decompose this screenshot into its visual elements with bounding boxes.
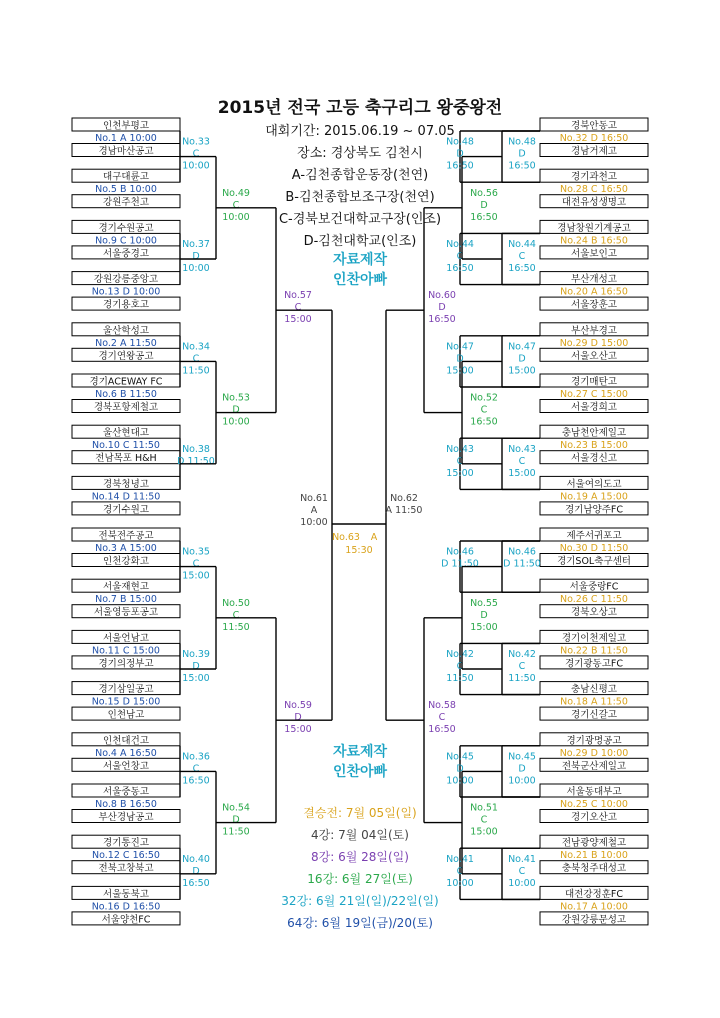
match-number: No.33: [182, 136, 210, 148]
match-number: No.38: [182, 443, 210, 455]
match-number: No.42: [508, 649, 536, 660]
match-time: 16:50: [182, 775, 210, 787]
team-box-label: 서울재현고: [103, 581, 149, 593]
match-info: No.29 D 15:00: [559, 337, 629, 349]
match-time: 16:50: [446, 160, 474, 172]
match-info: No.10 C 11:50: [92, 440, 160, 452]
maker-line1: 자료제작: [332, 252, 388, 268]
match-time: 10:00: [446, 775, 474, 787]
match-time: 11:50: [182, 365, 210, 377]
team-box-label: 경남창원기계공고: [557, 222, 631, 234]
match-time: 16:50: [182, 877, 210, 889]
match-venue: D: [456, 763, 464, 775]
team-box-label: 전남목포 H&H: [95, 453, 157, 465]
match-venue: D: [232, 814, 240, 826]
match-number: No.41: [508, 853, 536, 865]
match-venue: C: [456, 661, 464, 672]
match-venue: D: [192, 865, 200, 877]
match-time: 16:50: [446, 263, 474, 274]
match-time: 10:00: [222, 416, 250, 428]
period-text: 대회기간: 2015.06.19 ~ 07.05: [265, 124, 455, 139]
match-venue: D 11:50: [503, 558, 541, 570]
match-number: No.50: [222, 597, 250, 609]
team-box-label: 인천남고: [107, 709, 145, 721]
match-number: No.41: [446, 853, 474, 865]
team-box-label: 서울언남고: [103, 632, 149, 644]
match-time: 15:00: [508, 365, 536, 377]
match-number: No.47: [446, 341, 474, 353]
place-text: 장소: 경상북도 김천시: [297, 146, 423, 161]
venue-d-text: D-김천대학교(인조): [303, 234, 417, 249]
team-box-label: 경기이천제일고: [561, 632, 627, 644]
team-box-label: 충남천안제일고: [561, 427, 627, 439]
match-time: 16:50: [470, 211, 498, 223]
schedule-r32: 32강: 6월 21일(일)/22일(일): [281, 894, 439, 908]
team-box-label: 경북포항제철고: [93, 402, 159, 413]
match-info: No.29 D 10:00: [559, 747, 629, 759]
team-box-label: 제주서귀포고: [566, 530, 622, 542]
team-box-label: 경기남양주FC: [565, 504, 623, 516]
match-number: No.43: [508, 443, 536, 455]
final-venue: A: [370, 532, 378, 543]
match-venue: D: [518, 148, 526, 160]
match-venue: D: [232, 404, 240, 416]
match-info: No.12 C 16:50: [92, 850, 160, 862]
match-number: No.53: [222, 392, 250, 404]
team-box-label: 서울양천FC: [101, 914, 151, 926]
team-box-label: 경기수원공고: [98, 222, 154, 234]
team-box-label: 대전강정훈FC: [565, 888, 623, 900]
match-number: No.48: [508, 136, 536, 148]
match-info: No.26 C 11:50: [560, 594, 628, 606]
match-number: No.44: [446, 239, 474, 250]
match-time: 15:00: [284, 314, 312, 326]
match-number: No.57: [284, 290, 312, 302]
match-time: 15:00: [284, 724, 312, 736]
match-number: No.56: [470, 187, 498, 199]
match-time: 15:00: [182, 570, 210, 582]
team-box-label: 경기통진고: [103, 837, 149, 849]
match-venue: C: [518, 455, 526, 467]
match-number: No.35: [182, 546, 210, 558]
match-number: No.43: [446, 443, 474, 455]
team-box-label: 경기연왕공고: [98, 350, 154, 362]
match-info: No.3 A 15:00: [95, 543, 157, 554]
match-info: No.2 A 11:50: [95, 337, 157, 349]
match-number: No.47: [508, 341, 536, 353]
schedule-r64: 64강: 6월 19일(금)/20(토): [287, 916, 433, 930]
match-number: No.42: [446, 649, 474, 660]
match-time: 10:00: [182, 160, 210, 172]
match-info: No.18 A 11:50: [560, 696, 628, 708]
match-info: No.27 C 15:00: [560, 389, 628, 400]
match-info: No.6 B 11:50: [95, 389, 157, 400]
match-info: No.28 C 16:50: [560, 184, 628, 196]
match-venue: D: [192, 251, 200, 262]
match-venue: C: [456, 455, 464, 467]
team-box-label: 인천부평고: [103, 120, 149, 132]
match-time: 15:00: [182, 673, 210, 684]
match-time: 11:50: [222, 826, 250, 838]
schedule-r16: 16강: 6월 27일(토): [307, 872, 413, 886]
team-box-label: 강원주천고: [103, 197, 149, 209]
match-venue: C: [232, 199, 240, 211]
match-venue: C: [192, 558, 200, 570]
schedule-semi: 4강: 7월 04일(토): [311, 828, 409, 842]
team-box-label: 경기광동고FC: [565, 658, 623, 670]
semi-left-venue: A: [310, 505, 318, 517]
team-box-label: 전남광양제철고: [561, 837, 627, 849]
match-time: 11:50: [446, 673, 474, 684]
match-venue: D: [192, 661, 200, 672]
page-title: 2015년 전국 고등 축구리그 왕중왕전: [217, 98, 503, 118]
match-venue: C: [518, 865, 526, 877]
match-number: No.44: [508, 239, 536, 250]
team-box-label: 충북청주대성고: [561, 863, 627, 875]
match-number: No.40: [182, 853, 210, 865]
team-box-label: 서울경신고: [571, 453, 617, 465]
match-venue: C: [518, 251, 526, 262]
match-number: No.51: [470, 802, 498, 814]
match-venue: C: [232, 609, 240, 621]
match-time: 10:00: [446, 877, 474, 889]
team-box-label: 인천강화고: [103, 556, 149, 567]
match-time: 16:50: [470, 416, 498, 428]
match-info: No.24 B 16:50: [560, 235, 628, 247]
team-box-label: 경기과천고: [571, 171, 617, 183]
team-box-label: 전북고창북고: [98, 863, 154, 875]
team-box-label: 서울언창고: [103, 760, 149, 772]
team-box-label: 서울장훈고: [571, 299, 617, 311]
match-info: No.21 B 10:00: [560, 850, 628, 862]
match-venue: D: [294, 712, 302, 724]
match-time: 15:00: [470, 826, 498, 838]
match-venue: C: [456, 865, 464, 877]
maker-line2: 인찬아빠: [332, 764, 388, 780]
team-box-label: 충남신평고: [571, 684, 617, 696]
team-box-label: 울산학성고: [103, 325, 149, 337]
match-venue: D: [456, 353, 464, 365]
team-box-label: 부산부경고: [571, 325, 617, 337]
match-number: No.59: [284, 700, 312, 712]
match-info: No.15 D 15:00: [91, 696, 161, 708]
match-info: No.25 C 10:00: [560, 799, 628, 810]
team-box-label: 경기광명공고: [566, 735, 622, 747]
semi-right-number: No.62: [390, 493, 418, 505]
match-venue: D: [518, 763, 526, 775]
maker-line1: 자료제작: [332, 744, 388, 760]
team-box-label: 강원강릉중앙고: [93, 274, 159, 286]
match-info: No.14 D 11:50: [91, 491, 161, 503]
team-box-label: 경기ACEWAY FC: [89, 376, 163, 388]
match-number: No.54: [222, 802, 250, 814]
venue-b-text: B-김천종합보조구장(천연): [285, 190, 435, 205]
team-box-label: 서울중동고: [103, 786, 149, 798]
team-box-label: 인천대건고: [103, 735, 149, 747]
match-venue: D 11:50: [177, 455, 215, 467]
match-venue: C: [438, 712, 446, 724]
team-box-label: 서울동북고: [103, 888, 149, 900]
match-venue: C: [192, 148, 200, 160]
venue-c-text: C-경북보건대학교구장(인조): [278, 212, 442, 227]
schedule-quarter: 8강: 6월 28일(일): [311, 850, 409, 864]
match-info: No.11 C 15:00: [92, 645, 160, 657]
team-box-label: 부산경남공고: [98, 812, 154, 823]
match-venue: C: [518, 661, 526, 672]
team-box-label: 경북청녕고: [103, 478, 149, 490]
team-box-label: 서울오산고: [571, 350, 617, 362]
match-venue: D 11:50: [441, 558, 479, 570]
match-time: 10:00: [508, 775, 536, 787]
match-venue: C: [480, 404, 488, 416]
match-time: 10:00: [508, 877, 536, 889]
match-info: No.9 C 10:00: [95, 235, 157, 247]
team-box-label: 부산개성고: [571, 274, 617, 286]
match-info: No.13 D 10:00: [91, 286, 161, 298]
match-info: No.22 B 11:50: [560, 645, 628, 657]
match-number: No.46: [508, 546, 536, 558]
match-time: 10:00: [182, 263, 210, 274]
match-venue: C: [192, 353, 200, 365]
match-number: No.46: [446, 546, 474, 558]
match-info: No.30 D 11:50: [559, 543, 629, 554]
match-time: 15:00: [508, 467, 536, 479]
match-number: No.34: [182, 341, 210, 353]
semi-left-time: 10:00: [300, 517, 328, 529]
team-box-label: 서울중경고: [103, 248, 149, 260]
team-box-label: 경기매탄고: [571, 376, 617, 388]
team-box-label: 경기SOL축구센터: [557, 556, 631, 567]
team-box-label: 경북오상고: [571, 607, 617, 619]
match-venue: D: [518, 353, 526, 365]
match-number: No.58: [428, 700, 456, 712]
match-number: No.36: [182, 751, 210, 763]
match-venue: D: [480, 199, 488, 211]
final-time: 15:30: [345, 545, 373, 556]
match-venue: D: [456, 148, 464, 160]
maker-line2: 인찬아빠: [332, 272, 388, 288]
match-time: 16:50: [428, 724, 456, 736]
match-number: No.60: [428, 290, 456, 302]
venue-a-text: A-김천종합운동장(천연): [291, 168, 429, 183]
match-number: No.45: [508, 751, 536, 763]
team-box-label: 서울경희고: [571, 402, 617, 413]
match-number: No.49: [222, 187, 250, 199]
team-box-label: 경북안동고: [571, 120, 617, 132]
team-box-label: 경남거제고: [571, 146, 617, 157]
match-info: No.20 A 16:50: [560, 286, 628, 298]
match-info: No.1 A 10:00: [95, 133, 157, 144]
match-info: No.4 A 16:50: [95, 747, 157, 759]
team-box-label: 대전유성생명고: [561, 197, 627, 209]
match-number: No.37: [182, 239, 210, 250]
match-time: 16:50: [508, 263, 536, 274]
semi-left-number: No.61: [300, 493, 328, 505]
team-box-label: 대구대륜고: [103, 171, 149, 183]
match-venue: D: [480, 609, 488, 621]
team-box-label: 전북군산제일고: [561, 760, 627, 772]
match-info: No.19 A 15:00: [560, 491, 628, 503]
team-box-label: 경기수원고: [103, 504, 149, 516]
match-info: No.5 B 10:00: [95, 184, 157, 196]
match-number: No.48: [446, 136, 474, 148]
team-box-label: 전북전주공고: [98, 530, 154, 542]
match-info: No.23 B 15:00: [560, 440, 628, 452]
team-box-label: 서울영등포공고: [93, 607, 159, 619]
schedule-final: 결승전: 7월 05일(일): [303, 806, 417, 820]
match-number: No.45: [446, 751, 474, 763]
match-info: No.17 A 10:00: [560, 901, 628, 913]
semi-right-venue: A 11:50: [385, 505, 423, 517]
match-venue: D: [438, 302, 446, 314]
match-info: No.16 D 16:50: [91, 901, 161, 913]
match-time: 16:50: [508, 160, 536, 172]
final-number: No.63: [332, 532, 360, 543]
team-box-label: 강원강릉문성고: [561, 914, 627, 926]
team-box-label: 경기신갈고: [571, 709, 617, 721]
team-box-label: 경기의정부고: [98, 658, 154, 670]
match-time: 15:00: [470, 621, 498, 633]
match-venue: C: [192, 763, 200, 775]
team-box-label: 서울여의도고: [566, 478, 622, 490]
match-venue: C: [456, 251, 464, 262]
team-box-label: 울산현대고: [103, 427, 149, 439]
match-time: 11:50: [222, 621, 250, 633]
match-info: No.32 D 16:50: [559, 133, 629, 144]
match-time: 15:00: [446, 467, 474, 479]
match-number: No.39: [182, 649, 210, 660]
match-number: No.55: [470, 597, 498, 609]
match-time: 11:50: [508, 673, 536, 684]
team-box-label: 서울보인고: [571, 248, 617, 260]
team-box-label: 서울동대부고: [566, 786, 622, 798]
match-info: No.8 B 16:50: [95, 799, 157, 810]
match-number: No.52: [470, 392, 498, 404]
match-venue: C: [294, 302, 302, 314]
team-box-label: 경기삼일공고: [98, 684, 154, 696]
team-box-label: 서울중랑FC: [569, 581, 619, 593]
match-time: 16:50: [428, 314, 456, 326]
match-time: 10:00: [222, 211, 250, 223]
team-box-label: 경기오산고: [571, 812, 617, 823]
team-box-label: 경남마산공고: [98, 146, 154, 157]
team-box-label: 경기용호고: [103, 299, 149, 311]
match-time: 15:00: [446, 365, 474, 377]
match-venue: C: [480, 814, 488, 826]
match-info: No.7 B 15:00: [95, 594, 157, 606]
